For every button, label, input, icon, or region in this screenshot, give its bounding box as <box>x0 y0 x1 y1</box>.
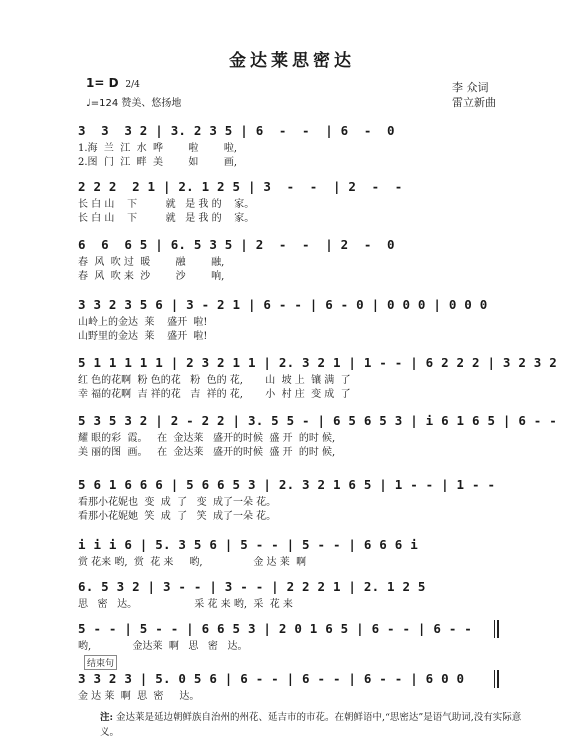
lyrics-verse-1: 耀 眼的彩 霞。 在 金达莱 盛开的时候 盛 开 的时 候, <box>78 433 336 444</box>
song-title: 金达莱思密达 <box>229 51 355 71</box>
notes-line: 3 3 2 3 | 5. 0 5 6 | 6 - - | 6 - - | 6 - - | 6 0 0 <box>78 671 465 686</box>
footnote-text: 金达莱是延边朝鲜族自治州的州花、延吉市的市花。在朝鲜语中,“思密达”是语气助词,没有实际意义。 <box>100 712 522 738</box>
song-credits <box>452 80 496 110</box>
repeat-end-bar <box>494 620 499 638</box>
lyrics-verse-2: 长 白 山 下 就 是 我 的 家。 <box>78 213 255 224</box>
lyrics-verse-1: 春 风 吹 过 暖 融 融, <box>78 257 225 268</box>
lyrics-verse-1: 山岭上的金达 莱 盛开 啦! <box>78 317 208 328</box>
notes-line: 5 3 5 3 2 | 2 - 2 2 | 3. 5 5 - | 6 5 6 5 3 | i 6 1 6 5 | 6 - - <box>78 413 557 428</box>
lyrics-verse-1: 思 密 达。 采 花 来 哟, 采 花 来 <box>78 599 293 610</box>
notes-line: 3 3 2 3 5 6 | 3 - 2 1 | 6 - - | 6 - 0 | 0 0 0 | 0 0 0 <box>78 297 488 312</box>
lyrics-verse-1: 金 达 莱 啊 思 密 达。 <box>78 691 200 702</box>
lyrics-verse-1: 红 色的花啊 粉 色的花 粉 色的 花, 山 坡 上 镶 满 了 <box>78 375 351 386</box>
lyrics-verse-2: 2.图 门 江 畔 美 如 画, <box>78 157 238 168</box>
lyrics-verse-1: 哟, 金达莱 啊 思 密 达。 <box>78 641 248 652</box>
lyrics-verse-1: 看那小花妮也 变 成 了 变 成了一朵 花。 <box>78 497 277 508</box>
ending-label: 结束句 <box>84 655 117 670</box>
footnote-label: 注: <box>100 712 114 723</box>
footnote <box>100 710 530 740</box>
notes-line: 5 - - | 5 - - | 6 6 5 3 | 2 0 1 6 5 | 6 - - | 6 - - <box>78 621 473 636</box>
song-meta-left <box>86 76 181 109</box>
composer: 雷立新曲 <box>452 96 496 109</box>
notes-line: 6 6 6 5 | 6. 5 3 5 | 2 - - | 2 - 0 <box>78 237 395 252</box>
lyricist: 李 众词 <box>452 81 489 94</box>
notes-line: 5 6 1 6 6 6 | 5 6 6 5 3 | 2. 3 2 1 6 5 | 1 - - | 1 - - <box>78 477 496 492</box>
notes-line: 3 3 3 2 | 3. 2 3 5 | 6 - - | 6 - 0 <box>78 123 395 138</box>
lyrics-verse-2: 看那小花妮她 笑 成 了 笑 成了一朵 花。 <box>78 511 277 522</box>
lyrics-verse-1: 1.海 兰 江 水 哗 啦 啦, <box>78 143 238 154</box>
notes-line: 6. 5 3 2 | 3 - - | 3 - - | 2 2 2 1 | 2. 1 2 5 <box>78 579 426 594</box>
notes-line: 5 1 1 1 1 1 | 2 3 2 1 1 | 2. 3 2 1 | 1 - - | 6 2 2 2 | 3 2 3 2 <box>78 355 557 370</box>
key-signature: 1= D <box>86 76 119 90</box>
lyrics-verse-1: 长 白 山 下 就 是 我 的 家。 <box>78 199 255 210</box>
notes-line: i i i 6 | 5. 3 5 6 | 5 - - | 5 - - | 6 6 6 i <box>78 537 418 552</box>
lyrics-verse-2: 幸 福的花啊 吉 祥的花 吉 祥的 花, 小 村 庄 变 成 了 <box>78 389 351 400</box>
lyrics-verse-2: 美 丽的图 画。 在 金达莱 盛开的时候 盛 开 的时 候, <box>78 447 336 458</box>
tempo-marking: ♩=124 赞美、悠扬地 <box>86 98 182 109</box>
final-bar <box>494 670 499 688</box>
lyrics-verse-2: 春 风 吹 来 沙 沙 响, <box>78 271 225 282</box>
notes-line: 2 2 2 2 1 | 2. 1 2 5 | 3 - - | 2 - - <box>78 179 403 194</box>
lyrics-verse-2: 山野里的金达 莱 盛开 啦! <box>78 331 208 342</box>
time-signature: 2/4 <box>125 80 140 90</box>
lyrics-verse-1: 赏 花来 哟, 赏 花 来 哟, 金 达 莱 啊 <box>78 557 307 568</box>
